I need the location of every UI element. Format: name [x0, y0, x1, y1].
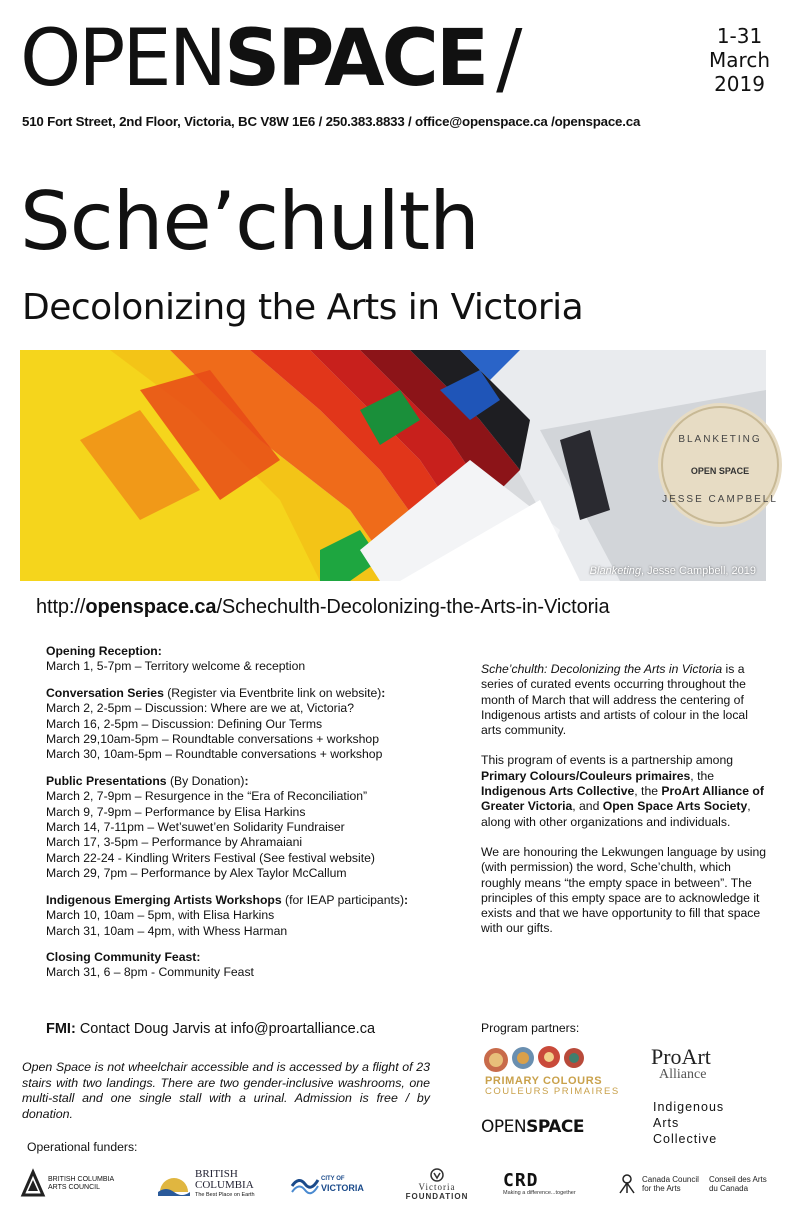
cc-line: Canada Council [642, 1175, 699, 1184]
iac-line: Collective [653, 1132, 718, 1146]
artwork-illustration [20, 350, 778, 581]
masthead [20, 14, 780, 138]
accessibility-notice: Open Space is not wheelchair accessible and is accessed by a flight of 23 stairs with two landings. There are two gender-inclusive washrooms, one multi-stall and one single stall with a urinal. Admission is free / by donation. [22, 1060, 430, 1121]
url-domain: openspace.ca [85, 596, 217, 618]
cc-line: Conseil des Arts [708, 1175, 767, 1184]
section-heading: Opening Reception: [46, 644, 162, 658]
sign-text-mid: OPEN SPACE [690, 466, 750, 476]
cc-line: for the Arts [642, 1184, 681, 1193]
schedule-feast [46, 950, 466, 981]
victoria-foundation-logo [402, 1164, 472, 1204]
bc-wordmark [195, 1169, 255, 1199]
iac-line: Arts [653, 1116, 680, 1130]
partner-name: Indigenous Arts Collective [481, 784, 635, 799]
canada-council-emblem-icon [618, 1173, 636, 1195]
fmi-label: FMI: [46, 1021, 76, 1037]
about-text: is a series of curated events occurring throughout the month of March that will address the centering of Indigenous artists and artists of colour in the local arts community. [481, 662, 748, 738]
schedule-line: March 1, 5-7pm – Territory welcome & reception [46, 659, 306, 674]
schedule-line: March 29, 7pm – Performance by Alex Taylor McCallum [46, 866, 347, 881]
bcac-triangle-icon [22, 1171, 44, 1197]
about-paragraph-2 [481, 753, 771, 829]
about-text: , along with other organizations and individuals. [481, 799, 751, 829]
event-dates [709, 24, 770, 96]
bc-tagline: The Best Place on Earth [195, 1192, 255, 1198]
about-text: , and [572, 799, 603, 814]
vf-line: Victoria [418, 1181, 456, 1192]
section-heading [46, 893, 466, 908]
logo-space: SPACE [224, 14, 487, 104]
heading-colon: : [381, 685, 386, 700]
url-prefix: http:// [36, 596, 86, 618]
bc-sun-icon [156, 1172, 192, 1196]
date-range: 1-31 [716, 24, 763, 48]
british-columbia-logo [156, 1164, 256, 1204]
heading-colon: : [244, 773, 249, 788]
caption-artist: , Jesse Campbell, 2019 [641, 565, 756, 577]
date-year: 2019 [714, 72, 765, 96]
about-text: , the [634, 784, 662, 799]
hero-artwork-image [20, 350, 778, 581]
contact-fmi [46, 1021, 375, 1037]
cc-french [709, 1175, 767, 1193]
partners-label: Program partners: [481, 1021, 580, 1035]
victoria-wordmark [321, 1175, 364, 1193]
crd-wordmark: CRD [503, 1170, 539, 1191]
section-heading: Closing Community Feast: [46, 949, 201, 964]
schedule-line: March 2, 7-9pm – Resurgence in the “Era of Reconciliation” [46, 789, 368, 804]
partner-name: ProArt Alliance of Greater Victoria [481, 784, 764, 814]
schedule-line: March 30, 10am-5pm – Roundtable conversations + workshop [46, 747, 383, 762]
alliance-text: Alliance [659, 1067, 707, 1082]
heading-text: Public Presentations [46, 773, 167, 788]
image-caption [590, 565, 756, 577]
logo-open: OPEN [20, 14, 225, 104]
schedule-line: March 14, 7-11pm – Wet’suwet’en Solidarity Fundraiser [46, 820, 345, 835]
openspace-partner-logo [481, 1117, 584, 1137]
caption-artwork-title: Blanketing [589, 565, 642, 577]
proart-alliance-logo [651, 1046, 711, 1082]
url-path: /Schechulth-Decolonizing-the-Arts-in-Victoria [216, 596, 610, 618]
contact-address: 510 Fort Street, 2nd Floor, Victoria, BC V8W 1E6 / 250.383.8833 / office@openspace.ca /openspace.ca [22, 114, 641, 129]
city-of-victoria-logo [291, 1164, 371, 1204]
about-paragraph-1 [481, 662, 771, 738]
crd-logo [503, 1164, 583, 1204]
about-text: , the [690, 768, 715, 783]
openspace-logo [20, 14, 519, 104]
schedule-workshops [46, 893, 466, 939]
bc-line: BRITISH [195, 1168, 238, 1180]
heading-note: (for IEAP participants) [281, 892, 405, 907]
bcac-text: BRITISH COLUMBIA ARTS COUNCIL [48, 1176, 114, 1191]
schedule-line: March 22-24 - Kindling Writers Festival (See festival website) [46, 850, 375, 865]
schedule-line: March 31, 6 – 8pm - Community Feast [46, 965, 254, 980]
page-title: Sche’chulth [20, 175, 479, 268]
section-heading [46, 686, 466, 701]
section-heading [46, 774, 466, 789]
schedule-line: March 17, 3-5pm – Performance by Ahramaiani [46, 835, 303, 850]
cov-line: VICTORIA [321, 1183, 364, 1193]
event-url-link[interactable] [36, 596, 610, 619]
proart-text: ProArt [651, 1044, 711, 1069]
schedule-line: March 9, 7-9pm – Performance by Elisa Harkins [46, 804, 306, 819]
sign-text-bottom: JESSE CAMPBELL [662, 494, 778, 505]
bc-line: COLUMBIA [195, 1179, 254, 1191]
schedule-line: March 10, 10am – 5pm, with Elisa Harkins [46, 908, 275, 923]
heading-note: (Register via Eventbrite link on website) [163, 685, 382, 700]
page-subtitle: Decolonizing the Arts in Victoria [22, 287, 584, 328]
about-paragraph-3: We are honouring the Lekwungen language by using (with permission) the word, Sche’chulth, which roughly means “the empty space in between”. The principles of this empty space are to acknowledge it exists and that we have opportunity to fill that space with our gifts. [481, 844, 767, 936]
date-month: March [709, 48, 770, 72]
openspace-open: OPEN [481, 1117, 527, 1137]
schedule-line: March 31, 10am – 4pm, with Whess Harman [46, 923, 288, 938]
schedule-line: March 2, 2-5pm – Discussion: Where are we at, Victoria? [46, 701, 354, 716]
iac-line: Indigenous [653, 1100, 725, 1114]
cc-line: du Canada [708, 1184, 749, 1193]
about-text: This program of events is a partnership among [481, 753, 733, 768]
heading-text: Conversation Series [46, 685, 164, 700]
heading-text: Indigenous Emerging Artists Workshops [46, 892, 282, 907]
bc-arts-council-logo [22, 1164, 132, 1204]
schedule-conversation [46, 686, 466, 763]
partner-name: Open Space Arts Society [602, 799, 748, 814]
vf-emblem-icon [430, 1168, 444, 1182]
openspace-space: SPACE [526, 1117, 584, 1137]
funders-label: Operational funders: [27, 1140, 138, 1154]
about-series-title: Sche’chulth: Decolonizing the Arts in Victoria [481, 662, 723, 676]
event-schedule [46, 644, 466, 992]
primary-colours-name: PRIMARY COLOURS [485, 1075, 603, 1087]
indigenous-arts-collective-logo [653, 1099, 724, 1147]
heading-colon: : [404, 892, 409, 907]
canada-council-logo [618, 1164, 778, 1204]
cc-english [642, 1175, 699, 1193]
about-program [481, 662, 771, 952]
logo-slash: / [496, 14, 520, 104]
sign-text-top: BLANKETING [678, 434, 762, 445]
vf-line: FOUNDATION [405, 1191, 469, 1201]
primary-colours-name-fr: COULEURS PRIMAIRES [485, 1086, 620, 1097]
fmi-contact-link[interactable]: Contact Doug Jarvis at info@proartalliance.ca [75, 1021, 376, 1037]
crd-tagline: Making a difference...together [503, 1190, 576, 1196]
schedule-opening [46, 644, 466, 675]
partner-name: Primary Colours/Couleurs primaires [481, 768, 691, 783]
victoria-wave-icon [291, 1174, 319, 1194]
schedule-line: March 16, 2-5pm – Discussion: Defining Our Terms [46, 716, 323, 731]
schedule-line: March 29,10am-5pm – Roundtable conversations + workshop [46, 732, 379, 747]
schedule-presentations [46, 774, 466, 882]
heading-note: (By Donation) [166, 773, 245, 788]
cov-line: CITY OF [321, 1176, 345, 1182]
